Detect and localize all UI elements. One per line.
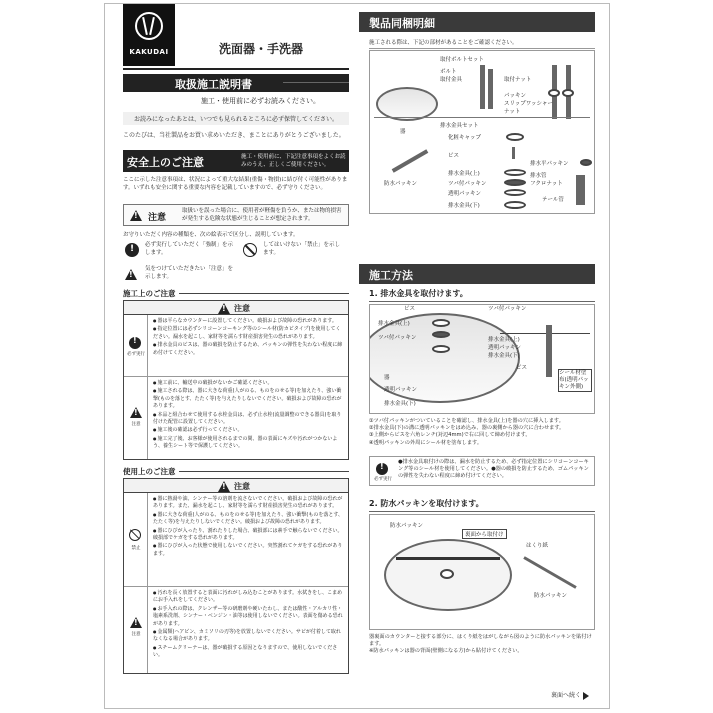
caution-list [150,493,348,560]
step2-text: 器裏面のカウンターと接する部分に、はくり紙をはがしながら図のように防水パッキンを貼付けます。 [369,634,592,648]
list-item: ③上側からビスを六角レンチ(対辺4mm)で右に回して締め付けます。 [369,432,531,439]
counter-line [500,333,590,334]
list-item: ● 本品と組合わせて使用する水栓金具は、必ず止水栓(流量調整のできる器具)を取り付けた配管に設置してください。 [153,411,345,427]
list-item: ● 金属類(ヘアピン、カミソリの刃等)を放置しないでください。サビが付着して取れなくなる場合があります。 [153,628,345,644]
diagram-label-clear-packing-r: 透明パッキン [488,345,521,351]
step1-diagram [369,304,595,414]
caution-list [150,315,348,359]
row-icon-label: 注意 [131,632,141,637]
read-before-note: 施工・使用前に必ずお読みください。 [201,97,320,105]
list-item: ①ツバ付パッキンがついていることを確認し、排水金具(上)を器の穴に挿入します。 [369,418,564,424]
row-icon-cell [124,493,148,586]
warning-triangle-icon [130,617,142,628]
parts-note: 施工される際は、下記の部材があることをご確認ください。 [369,38,595,49]
warning-triangle-icon [125,269,137,280]
keep-note: お読みになったあとは、いつでも見られるところに必ず保管してください。 [123,112,349,125]
part-label-bolt: ボルト [440,69,457,75]
divider [179,293,349,294]
step1-instructions [369,418,595,447]
row-icon-label: 必ず実行 [127,352,145,357]
step1-warning-box [369,456,595,486]
warning-label: 必ず実行 [374,477,392,482]
caution-row [124,587,348,673]
mandatory-icon [125,243,139,257]
brand-name: KAKUDAI [129,48,169,56]
step2-note: ※防水パッキンは器の背面(壁側になる方)から貼付けてください。 [369,648,523,655]
brand-mark-icon [135,12,163,40]
list-item: ● お手入れの際は、クレンザー等の研磨剤や硬いたわし、または酸性・アルカリ性・塩素系洗剤、シンナー・ベンジン・油等は使用しないでください。表面を傷める恐れがあります。 [153,605,345,628]
step2-diagram [369,514,595,630]
part-label-tail-pipe: テール管 [542,197,564,203]
caution-header [124,301,348,315]
install-caution-table [123,300,349,460]
list-item: ● 排水金具のビスは、器の破損を防止するため、パッキンの弾性を失わない程度に締め付けてください。 [153,341,345,357]
list-item: ④透明パッキンの外周にシール材を塗布します。 [369,439,483,446]
warning-text: ●排水金具取付けの際は、漏水を防止するため、必ず指定位置にシリコーンコーキング等のシール材を使用してください。●器の破損を防止するため、ゴムパッキンの弾性を失わない程度に締め付けてください。 [398,459,589,480]
parts-diagram [369,50,595,214]
symbol-row [123,264,349,284]
part-label-clear-packing: 透明パッキン [448,191,481,197]
safety-title: 安全上のご注意 [127,156,204,169]
install-title-bar [359,264,595,284]
caution-row [124,493,348,587]
bolt-illustration [488,69,493,109]
caution-list [150,587,348,662]
caution-row [124,315,348,377]
list-item: ● 施工前に、輸送中の破損がないかご確認ください。 [153,379,345,387]
bowl-illustration [376,87,438,121]
parts-title: 製品同梱明細 [369,17,435,30]
tail-pipe-illustration [576,175,585,205]
list-item: ● 施工後の確認は必ず行ってください。 [153,426,345,434]
step2-instructions [369,634,595,656]
diagram-label-drain-upper-r: 排水金具(上) [488,337,520,343]
drain-upper-illustration [432,319,450,327]
caution-header-word: 注意 [234,304,250,313]
drain-lower-illustration [504,201,526,209]
part-label-cap: 化粧キャップ [448,135,482,141]
clear-packing-illustration [504,189,526,196]
list-item: ● スチームクリーナーは、器が破損する原因となりますので、使用しないでください。 [153,644,345,660]
washer-illustration [562,89,574,97]
list-item: ● 器にひびが入った状態で使用しないでください。突然割れてケガをする恐れがあります。 [153,542,345,558]
part-label-flat-nut: フクロナット [530,181,563,187]
safety-title-bar [123,150,349,172]
caution-header [124,479,348,493]
list-item: ● 器は平らなカウンターに設置してください。破損および故障の恐れがあります。 [153,317,345,325]
diagram-label-flange-packing: ツバ付パッキン [378,335,417,341]
caution-row [124,377,348,459]
row-icon-cell [124,377,148,459]
diagram-label-bowl: 器 [384,375,390,381]
part-label-flange-packing: ツバ付パッキン [448,181,487,187]
flat-packing-illustration [580,159,592,166]
caution-description: 取扱いを誤った場合に、使用者が軽傷を負うか、または物的損害が発生する危険な状態が生じることが想定されます。 [182,208,342,222]
caution-list [150,377,348,453]
mandatory-text: 必ず実行していただく「強制」を示します。 [145,242,234,256]
row-icon-cell [124,315,148,376]
diagram-label-drain-lower-r: 排水金具(下) [488,353,520,359]
install-title: 施工方法 [369,269,413,282]
drain-section-illustration [546,325,552,377]
part-label-drain-lower: 排水金具(下) [448,203,480,209]
mandatory-icon [376,463,388,475]
part-label-screw: ビス [448,153,460,159]
list-item: ● 指定位置には必ずシリコーンコーキング等のシール材(防カビタイプ)を使用してください。漏水を起こし、家財等を濡らす財産損害発生の恐れがあります。 [153,325,345,341]
diagram-label-peel-paper: はくり紙 [526,543,549,549]
install-caution-heading: 施工上のご注意 [123,289,176,298]
step1-title: 1. 排水金具を取付けます。 [369,288,595,302]
prohibited-icon [129,529,141,541]
washer-illustration [548,89,560,97]
diagram-label-drain-lower: 排水金具(下) [384,401,416,407]
row-icon-label: 禁止 [131,546,141,551]
warning-triangle-icon [130,407,142,418]
diagram-label-waterproof-packing: 防水パッキン [390,523,423,529]
manual-title: 取扱施工説明書 [175,78,252,91]
symbol-row [123,240,349,260]
divider [283,82,349,83]
part-label-drain-upper: 排水金具(上) [448,171,480,177]
instruction-sheet [104,3,610,709]
diagram-label-waterproof-packing-2: 防水パッキン [534,593,567,599]
divider [179,471,349,472]
step2-title: 2. 防水パッキンを取付けます。 [369,498,595,512]
bolt-illustration [480,65,485,109]
safety-subtitle: 施工・使用前に、下記注意事項をよくお読みのうえ、正しくご使用ください。 [241,154,346,168]
flange-packing-illustration [432,331,450,338]
diagram-label-flange-packing-r: ツバ付パッキン [488,306,527,312]
prohibited-icon [243,243,257,257]
divider [374,117,590,118]
flange-packing-illustration [504,179,526,186]
diagram-label-drain-upper: 排水金具(上) [378,321,410,327]
attention-text: 気をつけていただきたい「注意」を示します。 [145,266,234,280]
caution-header-word: 注意 [234,482,250,491]
symbol-intro: お守りいただく内容の種類を、次の絵表示で区分し、説明しています。 [123,232,299,238]
next-page-text: 裏面へ続く [551,692,582,699]
divider [123,68,349,70]
caution-definition-box [123,204,349,226]
prohibited-text: してはいけない「禁止」を示します。 [263,242,341,256]
screw-illustration [512,147,515,159]
manual-title-bar [123,74,349,92]
list-item: ● 器に大きな荷重(人がのる、ものをのせる等)を加えたり、強い衝撃(ものを落とす、たたく等)を与えたりしないでください。破損および故障の恐れがあります。 [153,511,345,527]
diagram-label-clear-packing: 透明パッキン [384,387,417,393]
row-icon-cell [124,587,148,673]
part-label-drain-tube: 排水管 [530,173,547,179]
waterproof-packing-illustration [392,149,429,172]
drain-upper-illustration [504,169,526,176]
part-label-packing: パッキン [504,93,526,99]
part-label-fixing-metal: 取付金具 [440,77,463,83]
list-item: ● 施工される際は、器に大きな荷重(人がのる、ものをのせる等)を加えたり、強い衝撃(ものを落とす、たたく等)を与えたりしないでください。破損および故障の恐れがあります。 [153,387,345,410]
cap-illustration [506,133,524,141]
diagram-label-screw-r: ビス [516,365,528,371]
list-item: ● 施工完了後、お客様が使用されるまでの間、器の表面にキズや汚れがつかないよう、養生シート等で保護してください。 [153,435,345,451]
waterproof-packing-strip [396,557,500,560]
part-label-waterproof-packing: 防水パッキン [384,181,417,187]
mandatory-icon [129,337,141,349]
warning-triangle-icon [130,210,142,221]
diagram-label-back-attach: 裏面から取付け [462,529,507,539]
use-caution-table [123,478,349,674]
drain-lower-illustration [432,345,450,353]
thanks-note: このたびは、当社製品をお買い求めいただき、まことにありがとうございました。 [123,132,345,139]
brand-logo [123,4,175,66]
warning-triangle-icon [218,303,230,314]
part-label-nut: ナット [504,109,521,115]
diagram-label-screw: ビス [404,306,416,312]
parts-title-bar [359,12,595,32]
use-caution-heading: 使用上のご注意 [123,467,176,476]
caution-word: 注意 [148,213,167,223]
safety-intro: ここに示した注意事項は、状況によって重大な結果(重傷・物損)に結び付く可能性があります。いずれも安全に関する重要な内容を記載していますので、必ず守りください。 [123,177,348,191]
list-item: ● 器に熱湯や油、シンナー等の溶剤を流さないでください。破損および故障の恐れがあります。また、漏水を起こし、家財等を濡らす財産損害発生の恐れがあります。 [153,495,345,511]
next-page-link[interactable] [551,690,589,700]
part-label-fixing-set: 取付ボルトセット [440,57,484,63]
part-label-bowl: 器 [400,129,406,135]
part-label-drain-set: 排水金具セット [440,123,479,129]
warning-triangle-icon [218,481,230,492]
row-icon-label: 注意 [131,422,141,427]
list-item: ● 器にひびが入ったり、割れたりした場合、破損部には素手で触らないでください。破損部でケガをする恐れがあります。 [153,527,345,543]
drain-hole-illustration [440,569,454,579]
product-title: 洗面器・手洗器 [219,42,304,56]
seal-note-callout: シール材塗布(透明パッキン外側) [558,369,592,392]
packing-strip-illustration [523,556,576,589]
part-label-flat-packing: 排水平パッキン [530,161,569,167]
part-label-fixing-nut: 取付ナット [504,77,532,83]
list-item: ②排水金具(下)の溝に透明パッキンをはめ込み、器の裏側から器の穴に合わせます。 [369,425,565,432]
part-label-slip-washer: スリップワッシャー [504,101,553,107]
list-item: ● 汚れを長く放置すると表面に汚れがしみ込むことがあります。水拭きをし、こまめにお手入れをしてください。 [153,589,345,605]
arrow-right-icon [583,692,589,700]
